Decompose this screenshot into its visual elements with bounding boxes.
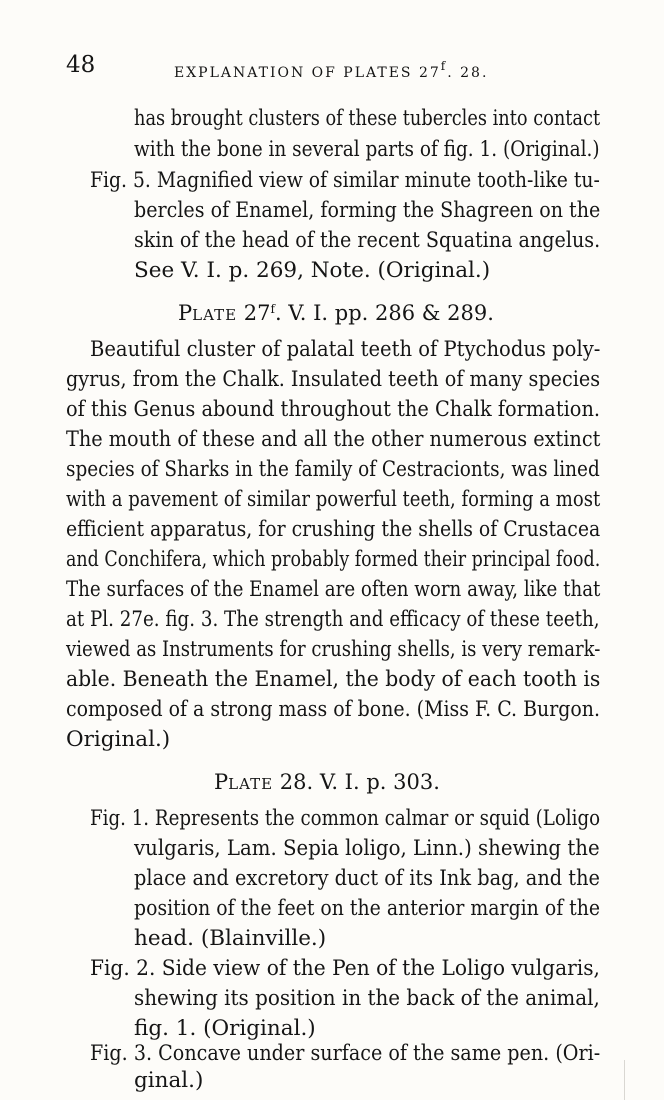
running-header: EXPLANATION OF PLATES 27$^f$. 28. [174, 59, 489, 81]
text-line: Original.) [66, 727, 171, 752]
text-line: head. (Blainville.) [134, 926, 327, 951]
page-header [66, 52, 606, 82]
text-line: bercles of Enamel, forming the Shagreen on the [134, 198, 601, 223]
text-line: efficient apparatus, for crushing the shells of Crustacea [66, 517, 601, 542]
text-line: has brought clusters of these tubercles into contact [134, 106, 601, 131]
plate-28-heading: PLATE 28. V. I. p. 303. [214, 770, 440, 794]
text-line: able. Beneath the Enamel, the body of each tooth is [66, 667, 601, 692]
text-line: The mouth of these and all the other numerous extinct [66, 427, 601, 452]
text-line: Beautiful cluster of palatal teeth of Ptychodus poly- [90, 337, 601, 362]
text-line: skin of the head of the recent Squatina angelus. [134, 228, 601, 253]
page-edge-line [624, 1060, 625, 1100]
text-line: with the bone in several parts of fig. 1. (Original.) [134, 137, 600, 162]
text-line: Fig. 3. Concave under surface of the same pen. (Ori- [90, 1041, 601, 1066]
text-line: Fig. 5. Magnified view of similar minute tooth-like tu- [90, 168, 600, 193]
text-line: composed of a strong mass of bone. (Miss F. C. Burgon. [66, 697, 601, 722]
text-line: vulgaris, Lam. Sepia loligo, Linn.) shewing the [134, 836, 600, 861]
text-line: gyrus, from the Chalk. Insulated teeth of many species [66, 367, 601, 392]
text-line: See V. I. p. 269, Note. (Original.) [134, 258, 491, 283]
text-line: shewing its position in the back of the animal, [134, 986, 600, 1011]
text-line: viewed as Instruments for crushing shells, is very remark- [66, 637, 601, 662]
text-line: position of the feet on the anterior margin of the [134, 896, 601, 921]
text-line: place and excretory duct of its Ink bag, and the [134, 866, 600, 891]
text-line: at Pl. 27e. fig. 3. The strength and efficacy of these teeth, [66, 607, 600, 632]
page-number: 48 [66, 52, 96, 78]
text-line: ginal.) [134, 1068, 204, 1093]
text-line: fig. 1. (Original.) [134, 1016, 316, 1041]
text-line: of this Genus abound throughout the Chalk formation. [66, 397, 601, 422]
text-line: and Conchifera, which probably formed their principal food. [66, 547, 601, 572]
text-line: Fig. 1. Represents the common calmar or squid (Loligo [90, 806, 601, 831]
text-line: The surfaces of the Enamel are often worn away, like that [66, 577, 601, 602]
plate-27-heading: PLATE 27$^f$. V. I. pp. 286 & 289. [178, 301, 494, 325]
text-line: Fig. 2. Side view of the Pen of the Loligo vulgaris, [90, 956, 600, 981]
text-line: with a pavement of similar powerful teeth, forming a most [66, 487, 601, 512]
text-line: species of Sharks in the family of Cestracionts, was lined [66, 457, 600, 482]
